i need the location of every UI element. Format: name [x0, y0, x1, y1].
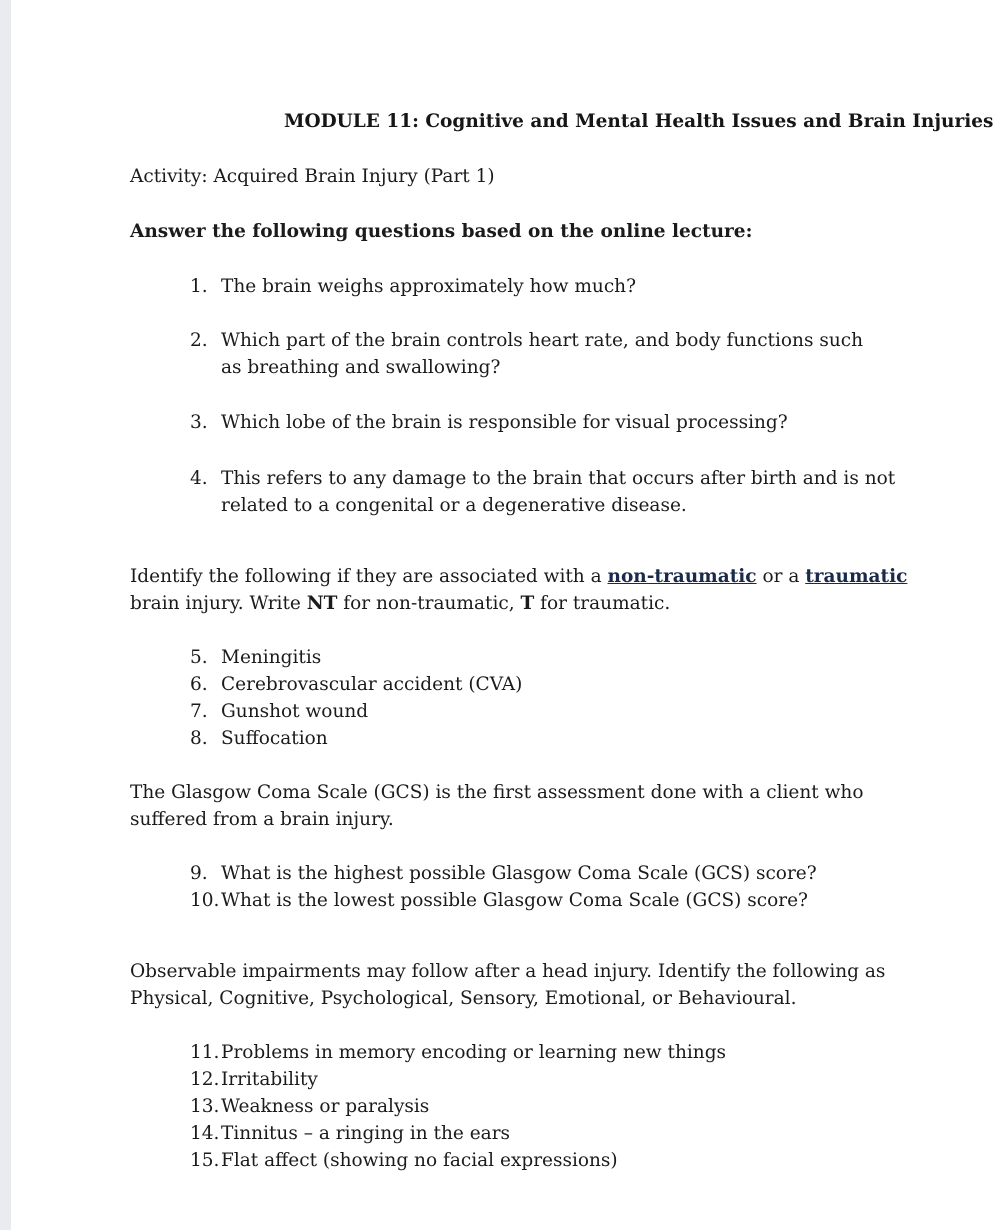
intro-text: brain injury. Write — [130, 593, 307, 614]
question-number: 11. — [190, 1042, 220, 1063]
question-number: 3. — [190, 412, 208, 433]
question-text: What is the highest possible Glasgow Coma Scale (GCS) score? — [221, 863, 817, 884]
question-text: This refers to any damage to the brain that occurs after birth and is not related to a congenital or a degenerative disease. — [221, 468, 896, 516]
question-number: 9. — [190, 863, 208, 884]
intro-text: Identify the following if they are associated with a — [130, 566, 608, 587]
question-number: 14. — [190, 1123, 220, 1144]
instruction-text: Answer the following questions based on the online lecture: — [130, 221, 753, 242]
question-text: Which part of the brain controls heart rate, and body functions such as breathing and swallowing? — [221, 330, 864, 378]
question-text: Problems in memory encoding or learning new things — [221, 1042, 727, 1063]
document-page — [11, 0, 996, 1230]
question-text: Meningitis — [221, 647, 322, 668]
intro-text: for traumatic. — [534, 593, 671, 614]
question-text: Weakness or paralysis — [221, 1096, 430, 1117]
nt-code: NT — [306, 593, 338, 614]
module-title: MODULE 11: Cognitive and Mental Health Issues and Brain Injuries — [284, 111, 994, 132]
question-number: 6. — [190, 674, 208, 695]
question-number: 13. — [190, 1096, 220, 1117]
question-number: 12. — [190, 1069, 220, 1090]
section-traumatic-intro — [130, 563, 930, 617]
question-number: 8. — [190, 728, 208, 749]
question-text: Gunshot wound — [221, 701, 369, 722]
question-text: The brain weighs approximately how much? — [221, 276, 637, 297]
question-number: 1. — [190, 276, 208, 297]
question-text: Suffocation — [221, 728, 328, 749]
question-number: 2. — [190, 330, 208, 351]
question-number: 7. — [190, 701, 208, 722]
section-impairments-intro: Observable impairments may follow after a head injury. Identify the following as Physical, Cognitive, Psychological, Sensory, Emotional, or Behavioural. — [130, 961, 886, 1009]
t-code: T — [520, 593, 535, 614]
question-number: 15. — [190, 1150, 220, 1171]
left-gutter — [0, 0, 11, 1230]
intro-text: or a — [756, 566, 806, 587]
activity-heading: Activity: Acquired Brain Injury (Part 1) — [130, 166, 495, 187]
question-number: 5. — [190, 647, 208, 668]
question-text: Which lobe of the brain is responsible for visual processing? — [221, 412, 788, 433]
question-text: Flat affect (showing no facial expressions) — [221, 1150, 618, 1171]
question-number: 4. — [190, 468, 208, 489]
intro-text: for non-traumatic, — [337, 593, 521, 614]
question-number: 10. — [190, 890, 220, 911]
question-text: Tinnitus – a ringing in the ears — [221, 1123, 511, 1144]
question-text: Irritability — [221, 1069, 318, 1090]
traumatic-emphasis: traumatic — [805, 566, 908, 587]
section-gcs-intro: The Glasgow Coma Scale (GCS) is the first assessment done with a client who suffered from a brain injury. — [130, 782, 864, 830]
question-text: What is the lowest possible Glasgow Coma Scale (GCS) score? — [221, 890, 808, 911]
question-text: Cerebrovascular accident (CVA) — [221, 674, 523, 695]
non-traumatic-emphasis: non-traumatic — [607, 566, 757, 587]
